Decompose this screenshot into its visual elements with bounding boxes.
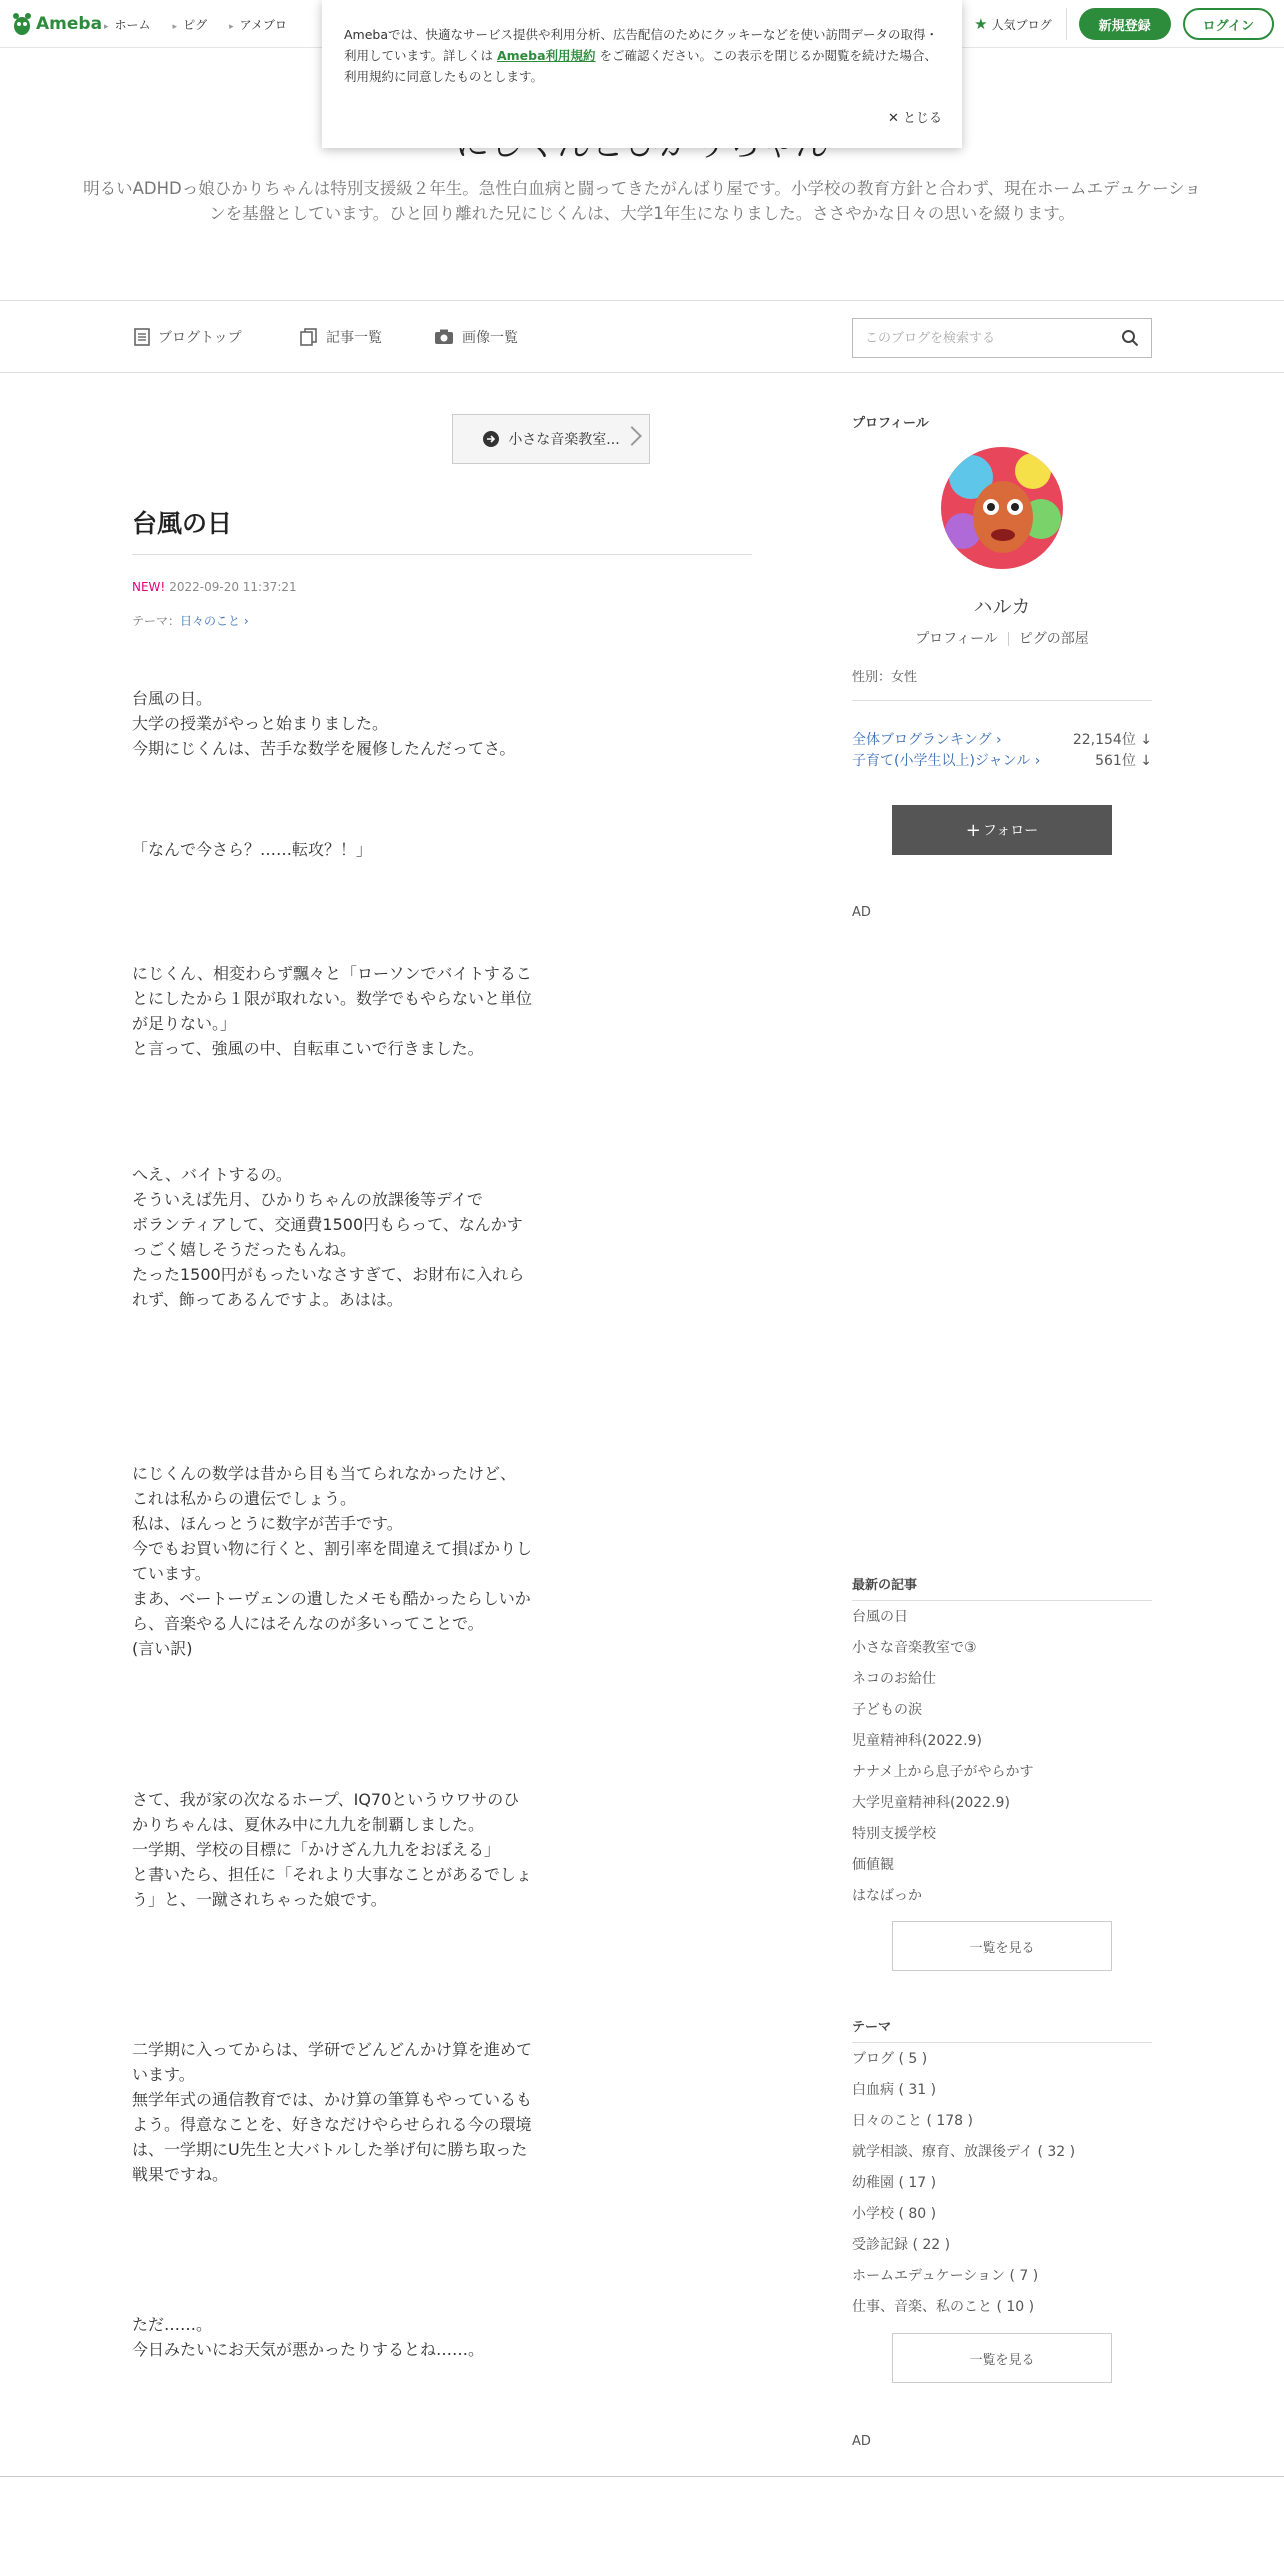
follow-label: フォロー: [982, 823, 1039, 839]
subnav-images-label: 画像一覧: [462, 330, 518, 346]
cookie-text-before: Amebaでは、快適なサービス提供や利用分析、広告配信のためにクッキーなどを使い訪問データの取得・利用しています。詳しくは: [344, 27, 939, 63]
nav-home[interactable]: ▸ ホーム: [104, 16, 151, 33]
theme-item[interactable]: 小学校 ( 80 ): [852, 2206, 937, 2222]
new-badge: NEW!: [132, 580, 166, 594]
nav-pig[interactable]: ▸ ピグ: [173, 16, 208, 33]
article-paragraph: さて、我が家の次なるホープ、IQ70というウワサのひかりちゃんは、夏休み中に九九を制覇しました。 一学期、学校の目標に「かけざん九九をおぼえる」 と書いたら、担任に「それより大事なことがあるでしょう」と、一蹴されちゃった娘です。: [132, 1790, 532, 1909]
ameba-logo[interactable]: [12, 12, 102, 36]
recent-more-button[interactable]: 一覧を見る: [892, 1921, 1112, 1971]
popular-label: 人気ブログ: [991, 17, 1052, 32]
theme-list: [852, 2049, 1075, 2328]
blog-subnav: [0, 300, 1284, 373]
ad-label: AD: [852, 2434, 871, 2449]
recent-item[interactable]: 大学児童精神科(2022.9): [852, 1795, 1010, 1811]
blog-description: 明るいADHDっ娘ひかりちゃんは特別支援級２年生。急性白血病と闘ってきたがんばり屋です。小学校の教育方針と合わず、現在ホームエデュケーションを基盤としています。ひと回り離れた兄にじくんは、大学1年生になりました。ささやかな日々の思いを綴ります。: [83, 179, 1201, 223]
title-divider: [132, 554, 752, 555]
article-meta: [132, 580, 297, 594]
overall-ranking-label: 全体ブログランキング: [852, 732, 992, 748]
prev-article-label: 小さな音楽教室...: [508, 432, 620, 448]
cookie-close-button[interactable]: [888, 107, 942, 126]
recent-item[interactable]: ネコのお給仕: [852, 1671, 936, 1687]
overall-ranking: [852, 729, 1152, 749]
theme-heading: テーマ: [852, 2020, 892, 2035]
login-button[interactable]: ログイン: [1183, 8, 1274, 40]
profile-link[interactable]: プロフィール: [915, 631, 998, 647]
cookie-text-after: をご確認ください。この表示を閉じるか閲覧を続けた場合、利用規約に同意したものとします。: [344, 48, 938, 84]
register-button[interactable]: 新規登録: [1079, 8, 1171, 40]
footer-divider: [0, 2476, 1284, 2477]
copy-icon: [300, 328, 318, 346]
close-label: とじる: [902, 111, 942, 126]
theme-item[interactable]: ブログ ( 5 ): [852, 2051, 928, 2067]
overall-ranking-value: 22,154位 ↓: [1072, 732, 1152, 748]
profile-heading: プロフィール: [852, 416, 929, 431]
profile-links: [852, 628, 1152, 648]
subnav-entries[interactable]: [300, 327, 382, 347]
recent-divider: [852, 1600, 1152, 1601]
recent-item[interactable]: 小さな音楽教室で③: [852, 1640, 977, 1656]
subnav-images[interactable]: [434, 327, 518, 347]
theme-item[interactable]: 幼稚園 ( 17 ): [852, 2175, 937, 2191]
prev-article-button[interactable]: [452, 414, 650, 464]
theme-item[interactable]: ホームエデュケーション ( 7 ): [852, 2268, 1039, 2284]
star-icon: ★: [974, 15, 988, 33]
chevron-right-icon: ›: [1034, 753, 1041, 769]
theme-item[interactable]: 受診記録 ( 22 ): [852, 2237, 951, 2253]
recent-list: [852, 1607, 1033, 1917]
recent-item[interactable]: 子どもの涙: [852, 1702, 922, 1718]
theme-item[interactable]: 白血病 ( 31 ): [852, 2082, 937, 2098]
theme-divider: [852, 2042, 1152, 2043]
chevron-right-icon: ›: [240, 614, 249, 628]
blog-search: [852, 318, 1152, 358]
chat-bubble-icon: [482, 430, 500, 448]
article-paragraph: 二学期に入ってからは、学研でどんどんかけ算を進めています。 無学年式の通信教育では、かけ算の筆算もやっているもよう。得意なことを、好きなだけやらせられる今の環境は、一学期にU先生と大バトルした挙げ句に勝ち取った戦果ですね。: [132, 2040, 533, 2184]
ameba-mascot-icon: [12, 12, 32, 36]
genre-ranking: [852, 750, 1152, 770]
recent-item[interactable]: 価値観: [852, 1857, 894, 1873]
pig-room-link[interactable]: ピグの部屋: [1018, 631, 1089, 647]
logo-text: Ameba: [36, 14, 103, 34]
search-input[interactable]: [865, 331, 1121, 346]
cookie-notice: [322, 0, 962, 148]
article-title[interactable]: 台風の日: [132, 509, 233, 538]
theme-item[interactable]: 就学相談、療育、放課後デイ ( 32 ): [852, 2144, 1076, 2160]
subnav-entries-label: 記事一覧: [326, 330, 382, 346]
subnav-blog-top[interactable]: [134, 327, 242, 347]
theme-item[interactable]: 日々のこと ( 178 ): [852, 2113, 973, 2129]
profile-name[interactable]: ハルカ: [973, 596, 1031, 618]
profile-gender: 性別：女性: [852, 670, 918, 685]
overall-ranking-link[interactable]: [852, 729, 1002, 749]
recent-item[interactable]: 児童精神科(2022.9): [852, 1733, 982, 1749]
avatar-image: [941, 447, 1063, 569]
document-icon: [134, 328, 150, 346]
theme-label: テーマ：: [132, 614, 181, 628]
article-theme: [132, 612, 249, 629]
popular-blog-link[interactable]: [974, 8, 1066, 40]
nav-ameblo[interactable]: ▸ アメブロ: [229, 16, 287, 33]
genre-ranking-value: 561位 ↓: [1095, 753, 1152, 769]
camera-icon: [434, 329, 454, 345]
profile-divider: [852, 700, 1152, 701]
link-separator: [1008, 632, 1009, 646]
recent-item[interactable]: 特別支援学校: [852, 1826, 936, 1842]
right-nav: [974, 8, 1274, 40]
plus-icon: +: [965, 819, 981, 841]
article-date: 2022-09-20 11:37:21: [169, 580, 297, 594]
genre-ranking-link[interactable]: [852, 750, 1040, 770]
nav-links: [104, 16, 287, 33]
theme-more-button[interactable]: 一覧を見る: [892, 2333, 1112, 2383]
recent-item[interactable]: ナナメ上から息子がやらかす: [852, 1764, 1034, 1780]
avatar[interactable]: [941, 447, 1063, 569]
article-paragraph: 台風の日。 大学の授業がやっと始まりました。 今期にじくんは、苦手な数学を履修したんだってさ。: [132, 689, 516, 758]
genre-ranking-label: 子育て(小学生以上)ジャンル: [852, 753, 1031, 769]
recent-heading: 最新の記事: [852, 1578, 918, 1593]
article-paragraph: へえ、バイトするの。 そういえば先月、ひかりちゃんの放課後等デイで ボランティアして、交通費1500円もらって、なんかすっごく嬉しそうだったもんね。 たった1500円がもったいなさすぎて、お財布に入れられず、飾ってあるんですよ。あはは。: [132, 1165, 525, 1309]
article-paragraph: にじくん、相変わらず飄々と「ローソンでバイトすることにしたから１限が取れない。数学でもやらないと単位が足りない。」 と言って、強風の中、自転車こいで行きました。: [132, 964, 533, 1058]
recent-item[interactable]: 台風の日: [852, 1609, 908, 1625]
terms-link[interactable]: Ameba利用規約: [496, 48, 596, 63]
theme-link[interactable]: 日々のこと: [180, 614, 241, 628]
cookie-text: [344, 24, 940, 87]
chevron-right-icon: ›: [996, 732, 1002, 748]
close-icon: ✕: [887, 111, 903, 126]
subnav-blog-top-label: ブログトップ: [158, 330, 242, 346]
ad-label: AD: [852, 905, 871, 920]
theme-item[interactable]: 仕事、音楽、私のこと ( 10 ): [852, 2299, 1035, 2315]
recent-item[interactable]: はなばっか: [852, 1888, 922, 1904]
article-paragraph: にじくんの数学は昔から目も当てられなかったけど、 これは私からの遺伝でしょう。 私は、ほんっとうに数字が苦手です。 今でもお買い物に行くと、割引率を間違えて損ばかりしています。 まあ、ベートーヴェンの遺したメモも酷かったらしいから、音楽やる人にはそんなのが多いってことで。 (言い訳): [132, 1464, 533, 1658]
article-paragraph: 「なんで今さら？……転攻？！」: [132, 840, 373, 859]
article-paragraph: ただ……。 今日みたいにお天気が悪かったりするとね……。: [132, 2315, 485, 2359]
follow-button[interactable]: [892, 805, 1112, 855]
chevron-right-icon: [622, 426, 642, 446]
search-icon[interactable]: [1121, 329, 1139, 347]
